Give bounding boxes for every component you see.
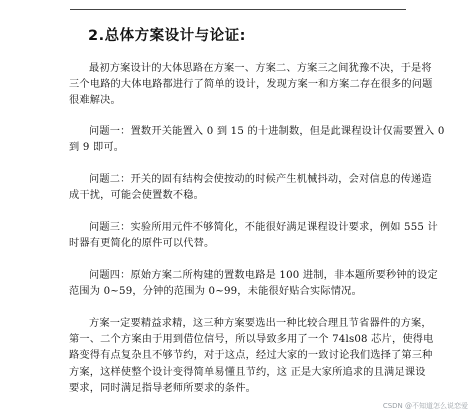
text-line: 方案一定要精益求精，这三种方案要选出一种比较合理且节省器件的方案， <box>89 318 432 329</box>
paragraph-problem-1 <box>69 124 445 156</box>
paragraph-problem-2 <box>69 172 432 204</box>
text-line: 问题一：置数开关能置入 0 到 15 的十进制数，但是此课程设计仅需要置入 0 <box>89 126 445 137</box>
text-line: 方案，这样使整个设计变得简单易懂且节约，这 正是大家所追求的且满足课设 <box>69 366 426 378</box>
text-line: 成干扰，可能会使置数不稳。 <box>69 190 205 202</box>
text-line: 问题二：开关的固有结构会使按动的时候产生机械抖动，会对信息的传递造 <box>89 174 432 185</box>
text-line: 很难解决。 <box>69 95 121 107</box>
text-line: 问题四：原始方案二所构建的置数电路是 100 进制，非本题所要秒钟的设定 <box>89 270 438 281</box>
text-line: 要求，同时满足指导老师所要求的条件。 <box>69 382 256 394</box>
paragraph-conclusion <box>69 316 434 397</box>
text-line: 时器有更简化的原件可以代替。 <box>69 238 215 250</box>
text-line: 第一、二个方案由于用到借位信号，所以导致多用了一个 74ls08 芯片，使得电 <box>69 334 434 346</box>
text-line: 范围为 0~59，分钟的范围为 0~99，未能很好贴合实际情况。 <box>69 286 362 298</box>
section-heading: 2.总体方案设计与论证: <box>88 28 246 44</box>
paragraph-intro <box>69 61 433 110</box>
watermark: CSDN @不知道怎么说恋爱 <box>382 402 468 410</box>
text-line: 问题三：实验所用元件不够简化，不能很好满足课程设计要求，例如 555 计 <box>89 222 438 233</box>
text-line: 三个电路的大体电路都进行了简单的设计，发现方案一和方案二存在很多的问题 <box>69 79 433 91</box>
paragraph-problem-4 <box>69 268 438 300</box>
text-line: 最初方案设计的大体思路在方案一、方案二、方案三之间犹豫不决，于是将 <box>89 63 432 74</box>
text-line: 路变得有点复杂且不够节约，对于这点，经过大家的一致讨论我们选择了第三种 <box>69 350 433 362</box>
top-divider <box>70 9 406 10</box>
paragraph-problem-3 <box>69 220 438 252</box>
text-line: 到 9 即可。 <box>69 142 125 154</box>
